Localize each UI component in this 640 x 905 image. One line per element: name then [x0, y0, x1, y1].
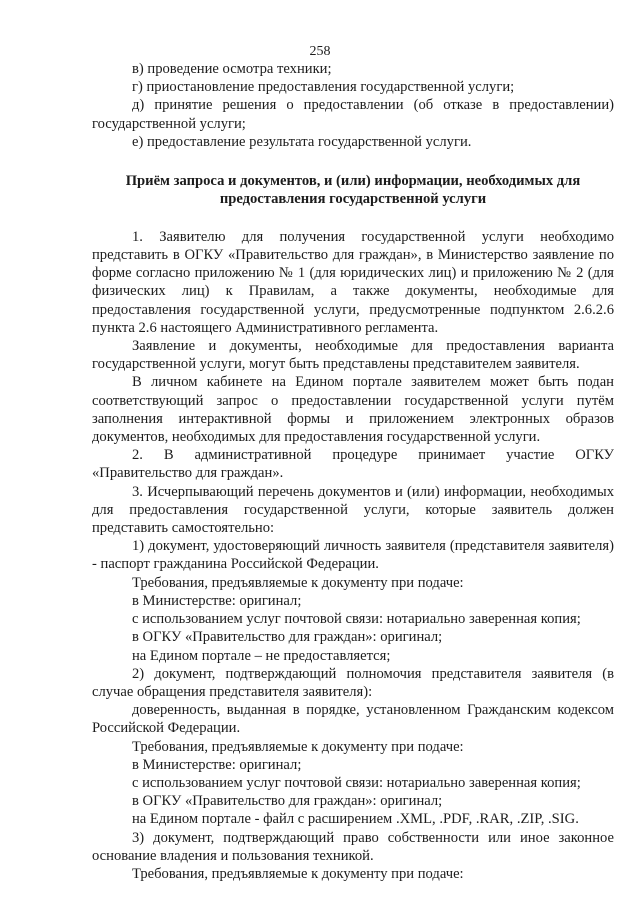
paragraph: 1. Заявителю для получения государственной услуги необходимо представить в ОГКУ «Правительство для граждан», в Министерство заявление по форме согласно приложению № 1 (для юридических лиц) и приложению № 2 (для физических лиц) к Правилам, а также документы, необходимые для предоставления государственной услуги, предусмотренные подпунктом 2.6.2.6 пункта 2.6 настоящего Административного регламента.: [92, 228, 614, 336]
paragraph: 2) документ, подтверждающий полномочия представителя заявителя (в случае обращения представителя заявителя):: [92, 665, 614, 700]
paragraph: на Едином портале - файл с расширением .XML, .PDF, .RAR, .ZIP, .SIG.: [132, 811, 579, 828]
paragraph: 1) документ, удостоверяющий личность заявителя (представителя заявителя) - паспорт гражданина Российской Федерации.: [92, 538, 614, 573]
list-item: д) принятие решения о предоставлении (об отказе в предоставлении) государственной услуги;: [92, 97, 614, 132]
paragraph: на Едином портале – не предоставляется;: [132, 647, 391, 664]
list-item: в) проведение осмотра техники;: [132, 61, 332, 77]
paragraph: в Министерстве: оригинал;: [132, 756, 302, 773]
list-item: г) приостановление предоставления государственной услуги;: [132, 79, 515, 96]
list-item: е) предоставление результата государственной услуги.: [132, 133, 472, 150]
paragraph: доверенность, выданная в порядке, установленном Гражданским кодексом Российской Федерации.: [92, 702, 614, 737]
paragraph: Заявление и документы, необходимые для предоставления варианта государственной услуги, могут быть представлены представителем заявителя.: [92, 338, 614, 373]
paragraph: в ОГКУ «Правительство для граждан»: оригинал;: [132, 793, 443, 810]
paragraph: Требования, предъявляемые к документу при подаче:: [132, 574, 464, 591]
paragraph: Требования, предъявляемые к документу при подаче:: [132, 865, 464, 882]
paragraph: В личном кабинете на Едином портале заявителем может быть подан соответствующий запрос о предоставлении государственной услуги путём заполнения интерактивной формы и приложением электронных образов документов, необходимых для предоставления государственной услуги.: [92, 374, 614, 446]
page-number: 258: [309, 44, 331, 59]
document-body: [92, 60, 614, 883]
paragraph: в ОГКУ «Правительство для граждан»: оригинал;: [132, 629, 443, 646]
paragraph: 2. В административной процедуре принимает участие ОГКУ «Правительство для граждан».: [92, 447, 614, 482]
section-heading: Приём запроса и документов, и (или) информации, необходимых для предоставления государственной услуги: [125, 173, 581, 208]
paragraph: 3) документ, подтверждающий право собственности или иное законное основание владения и пользования техникой.: [92, 829, 614, 864]
paragraph: Требования, предъявляемые к документу при подаче:: [132, 738, 464, 755]
paragraph: 3. Исчерпывающий перечень документов и (или) информации, необходимых для предоставления государственной услуги, которые заявитель должен представить самостоятельно:: [92, 483, 614, 537]
paragraph: с использованием услуг почтовой связи: нотариально заверенная копия;: [132, 611, 581, 628]
paragraph: в Министерстве: оригинал;: [132, 592, 302, 609]
paragraph: с использованием услуг почтовой связи: нотариально заверенная копия;: [132, 774, 581, 791]
